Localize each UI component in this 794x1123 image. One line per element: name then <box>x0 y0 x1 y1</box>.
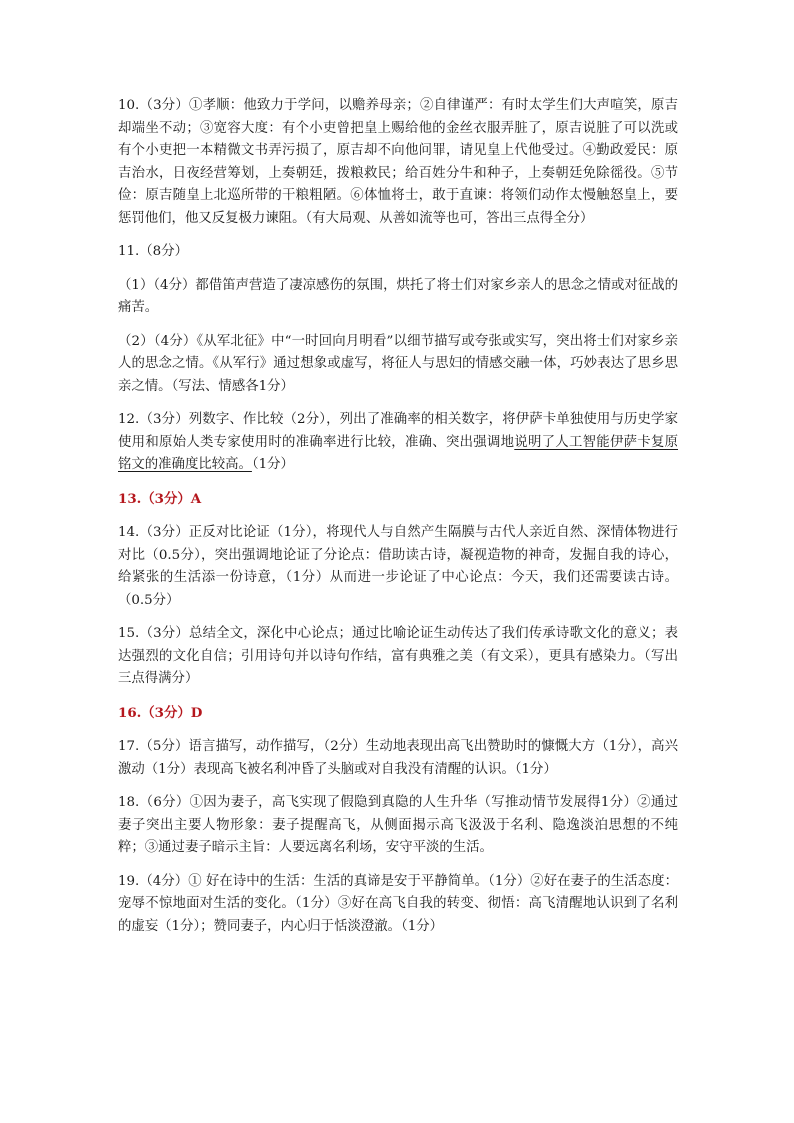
answer-q12-underlined: 说明了人工智能伊萨卡复原铭文的准确度比较高。 <box>118 434 679 472</box>
answer-q11-part2: （2）（4分）《从军北征》中“一时回向月明看”以细节描写或夸张或实写，突出将士们对家乡亲人的思念之情。《从军行》通过想象或虚写，将征人与思妇的情感交融一体，巧妙表达了思乡思亲之情。（写法、情感各1分） <box>118 333 678 394</box>
answer-q11-part1: （1）（4分）都借笛声营造了凄凉感伤的氛围，烘托了将士们对家乡亲人的思念之情或对征战的痛苦。 <box>118 277 678 315</box>
answer-q16: 16.（3分）D <box>118 704 203 721</box>
answer-q11-heading: 11.（8分） <box>118 244 188 259</box>
answer-q15: 15.（3分）总结全文，深化中心论点；通过比喻论证生动传达了我们传承诗歌文化的意义；表达强烈的文化自信；引用诗句并以诗句作结，富有典雅之美（有文采），更具有感染力。（写出三点得满分） <box>118 626 678 686</box>
answer-q12-score: （1分） <box>251 457 294 472</box>
answer-q12 <box>118 409 678 477</box>
answer-q10: 10.（3分）①孝顺：他致力于学问，以赡养母亲；②自律谨严：有时太学生们大声喧笑，原吉却端坐不动；③宽容大度：有个小吏曾把皇上赐给他的金丝衣服弄脏了，原吉说脏了可以洗或有个小吏把一本精微文书弄污损了，原吉却不向他问罪，请见皇上代他受过。④勤政爱民：原吉治水，日夜经营筹划，上奏朝廷，拨粮救民；给百姓分牛和种子，上奏朝廷免除徭役。⑤节俭：原吉随皇上北巡所带的干粮粗陋。⑥体恤将士，敢于直谏：将领们动作太慢触怒皇上，要惩罚他们，他又反复极力谏阻。（有大局观、从善如流等也可，答出三点得全分） <box>118 98 678 226</box>
answer-q12-text: 12.（3分）列数字、作比较（2分），列出了准确率的相关数字，将伊萨卡单独使用与历史学家使用和原始人类专家使用时的准确率进行比较，准确、突出强调地 <box>118 412 678 450</box>
answer-q19: 19.（4分）① 好在诗中的生活：生活的真谛是安于平静简单。（1分）②好在妻子的生活态度：宠辱不惊地面对生活的变化。（1分）③好在高飞自我的转变、彻悟：高飞清醒地认识到了名利的虚妄（1分）；赞同妻子，内心归于恬淡澄澈。（1分） <box>118 873 678 934</box>
answer-q17: 17.（5分）语言描写，动作描写，（2分）生动地表现出高飞出赞助时的慷慨大方（1分），高兴激动（1分）表现高飞被名利冲昏了头脑或对自我没有清醒的认识。（1分） <box>118 739 678 777</box>
answer-page <box>118 95 678 949</box>
answer-q13: 13.（3分）A <box>118 490 202 507</box>
answer-q14: 14.（3分）正反对比论证（1分），将现代人与自然产生隔膜与古代人亲近自然、深情体物进行对比（0.5分），突出强调地论证了分论点：借助读古诗，凝视造物的神奇，发掘自我的诗心，给紧张的生活添一份诗意，（1分）从而进一步论证了中心论点：今天，我们还需要读古诗。（0.5分） <box>118 525 678 608</box>
answer-q18: 18.（6分）①因为妻子，高飞实现了假隐到真隐的人生升华（写推动情节发展得1分）②通过妻子突出主要人物形象：妻子提醒高飞，从侧面揭示高飞汲汲于名利、隐逸淡泊思想的不纯粹；③通过妻子暗示主旨：人要远离名利场，安守平淡的生活。 <box>118 795 678 855</box>
